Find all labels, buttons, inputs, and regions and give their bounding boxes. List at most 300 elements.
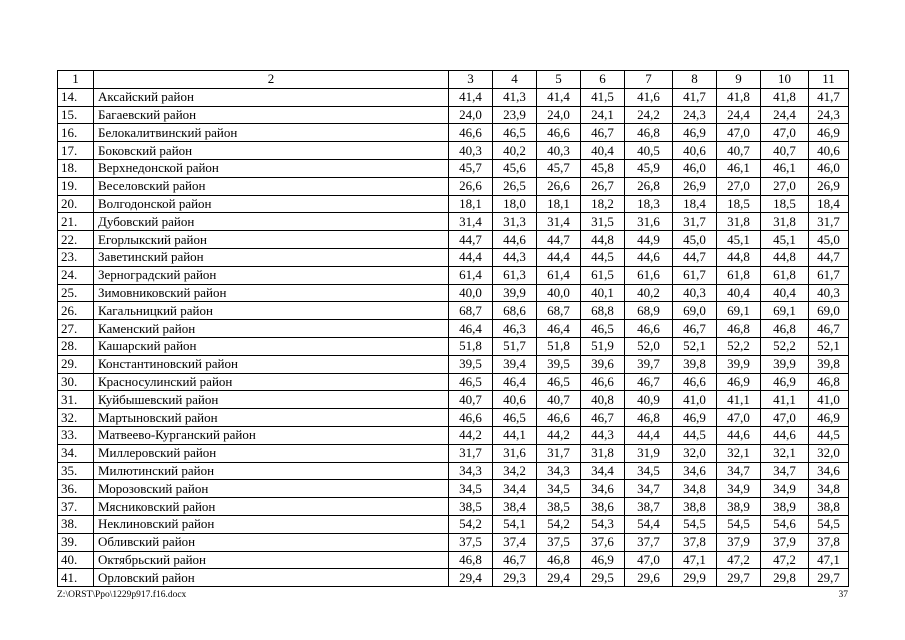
value-cell: 46,6 (673, 373, 717, 391)
value-cell: 29,8 (761, 569, 809, 587)
value-cell: 24,2 (625, 106, 673, 124)
value-cell: 46,8 (809, 373, 849, 391)
value-cell: 41,3 (493, 88, 537, 106)
value-cell: 40,3 (537, 142, 581, 160)
value-cell: 40,6 (673, 142, 717, 160)
value-cell: 18,4 (673, 195, 717, 213)
table-row (58, 142, 849, 160)
value-cell: 26,8 (625, 177, 673, 195)
value-cell: 38,5 (537, 498, 581, 516)
value-cell: 47,2 (717, 551, 761, 569)
value-cell: 29,4 (537, 569, 581, 587)
table-row (58, 444, 849, 462)
value-cell: 46,9 (673, 409, 717, 427)
value-cell: 26,6 (537, 177, 581, 195)
value-cell: 38,8 (673, 498, 717, 516)
value-cell: 46,0 (809, 159, 849, 177)
table-row (58, 159, 849, 177)
value-cell: 27,0 (717, 177, 761, 195)
table-row (58, 124, 849, 142)
row-number: 39. (58, 533, 94, 551)
value-cell: 24,3 (809, 106, 849, 124)
value-cell: 34,5 (449, 480, 493, 498)
value-cell: 54,1 (493, 515, 537, 533)
value-cell: 26,5 (493, 177, 537, 195)
value-cell: 40,2 (493, 142, 537, 160)
column-header: 3 (449, 71, 493, 89)
value-cell: 46,6 (449, 124, 493, 142)
table-row (58, 533, 849, 551)
value-cell: 46,6 (537, 409, 581, 427)
table-row (58, 426, 849, 444)
value-cell: 45,9 (625, 159, 673, 177)
value-cell: 34,5 (537, 480, 581, 498)
value-cell: 27,0 (761, 177, 809, 195)
value-cell: 46,7 (581, 124, 625, 142)
value-cell: 37,8 (809, 533, 849, 551)
value-cell: 37,7 (625, 533, 673, 551)
value-cell: 46,4 (449, 320, 493, 338)
value-cell: 46,9 (761, 373, 809, 391)
district-name: Белокалитвинский район (94, 124, 449, 142)
column-header: 5 (537, 71, 581, 89)
district-name: Октябрьский район (94, 551, 449, 569)
row-number: 31. (58, 391, 94, 409)
value-cell: 29,3 (493, 569, 537, 587)
value-cell: 45,8 (581, 159, 625, 177)
value-cell: 45,6 (493, 159, 537, 177)
row-number: 24. (58, 266, 94, 284)
table-row (58, 337, 849, 355)
value-cell: 26,9 (809, 177, 849, 195)
column-header: 11 (809, 71, 849, 89)
value-cell: 34,8 (809, 480, 849, 498)
row-number: 22. (58, 231, 94, 249)
column-header: 10 (761, 71, 809, 89)
value-cell: 34,3 (537, 462, 581, 480)
row-number: 26. (58, 302, 94, 320)
value-cell: 61,4 (537, 266, 581, 284)
value-cell: 51,8 (537, 337, 581, 355)
table-row (58, 266, 849, 284)
row-number: 40. (58, 551, 94, 569)
value-cell: 61,8 (761, 266, 809, 284)
table-row (58, 284, 849, 302)
value-cell: 29,7 (717, 569, 761, 587)
column-header: 6 (581, 71, 625, 89)
value-cell: 38,5 (449, 498, 493, 516)
value-cell: 18,1 (449, 195, 493, 213)
table-row (58, 515, 849, 533)
value-cell: 46,4 (537, 320, 581, 338)
value-cell: 44,8 (581, 231, 625, 249)
district-name: Орловский район (94, 569, 449, 587)
row-number: 30. (58, 373, 94, 391)
value-cell: 29,9 (673, 569, 717, 587)
value-cell: 39,9 (493, 284, 537, 302)
value-cell: 32,1 (761, 444, 809, 462)
value-cell: 34,9 (717, 480, 761, 498)
value-cell: 40,7 (717, 142, 761, 160)
value-cell: 40,3 (809, 284, 849, 302)
value-cell: 44,7 (809, 248, 849, 266)
value-cell: 34,4 (581, 462, 625, 480)
value-cell: 24,0 (449, 106, 493, 124)
value-cell: 44,7 (673, 248, 717, 266)
value-cell: 69,1 (761, 302, 809, 320)
value-cell: 32,0 (673, 444, 717, 462)
value-cell: 40,8 (581, 391, 625, 409)
value-cell: 46,8 (625, 409, 673, 427)
row-number: 32. (58, 409, 94, 427)
value-cell: 34,7 (625, 480, 673, 498)
value-cell: 37,9 (717, 533, 761, 551)
value-cell: 32,0 (809, 444, 849, 462)
district-name: Мартыновский район (94, 409, 449, 427)
value-cell: 44,4 (449, 248, 493, 266)
value-cell: 44,8 (761, 248, 809, 266)
value-cell: 31,3 (493, 213, 537, 231)
row-number: 16. (58, 124, 94, 142)
value-cell: 61,7 (809, 266, 849, 284)
row-number: 41. (58, 569, 94, 587)
table-row (58, 355, 849, 373)
value-cell: 44,5 (673, 426, 717, 444)
table-row (58, 177, 849, 195)
column-header: 4 (493, 71, 537, 89)
value-cell: 54,4 (625, 515, 673, 533)
value-cell: 46,7 (809, 320, 849, 338)
value-cell: 47,0 (717, 124, 761, 142)
footer-file-path: Z:\ORST\Ppo\1229p917.f16.docx (57, 590, 187, 600)
value-cell: 44,6 (761, 426, 809, 444)
value-cell: 46,6 (537, 124, 581, 142)
value-cell: 39,6 (581, 355, 625, 373)
value-cell: 40,7 (449, 391, 493, 409)
column-header: 2 (94, 71, 449, 89)
value-cell: 40,7 (537, 391, 581, 409)
value-cell: 34,4 (493, 480, 537, 498)
value-cell: 41,8 (717, 88, 761, 106)
value-cell: 31,7 (673, 213, 717, 231)
value-cell: 46,8 (537, 551, 581, 569)
value-cell: 47,0 (717, 409, 761, 427)
value-cell: 31,6 (625, 213, 673, 231)
value-cell: 34,3 (449, 462, 493, 480)
footer-page-number: 37 (838, 590, 848, 600)
value-cell: 44,6 (717, 426, 761, 444)
value-cell: 31,4 (449, 213, 493, 231)
value-cell: 18,5 (761, 195, 809, 213)
district-name: Боковский район (94, 142, 449, 160)
value-cell: 46,8 (625, 124, 673, 142)
value-cell: 61,3 (493, 266, 537, 284)
value-cell: 34,9 (761, 480, 809, 498)
value-cell: 54,2 (537, 515, 581, 533)
value-cell: 44,2 (449, 426, 493, 444)
value-cell: 40,2 (625, 284, 673, 302)
value-cell: 61,6 (625, 266, 673, 284)
value-cell: 68,7 (537, 302, 581, 320)
value-cell: 24,1 (581, 106, 625, 124)
district-name: Аксайский район (94, 88, 449, 106)
table-row (58, 569, 849, 587)
value-cell: 44,9 (625, 231, 673, 249)
value-cell: 26,6 (449, 177, 493, 195)
district-name: Морозовский район (94, 480, 449, 498)
value-cell: 40,4 (581, 142, 625, 160)
value-cell: 44,6 (625, 248, 673, 266)
value-cell: 23,9 (493, 106, 537, 124)
value-cell: 40,4 (761, 284, 809, 302)
value-cell: 31,8 (761, 213, 809, 231)
value-cell: 47,0 (625, 551, 673, 569)
row-number: 37. (58, 498, 94, 516)
value-cell: 41,7 (809, 88, 849, 106)
row-number: 17. (58, 142, 94, 160)
value-cell: 29,5 (581, 569, 625, 587)
value-cell: 46,7 (673, 320, 717, 338)
value-cell: 44,1 (493, 426, 537, 444)
value-cell: 38,6 (581, 498, 625, 516)
value-cell: 46,1 (761, 159, 809, 177)
district-name: Дубовский район (94, 213, 449, 231)
row-number: 20. (58, 195, 94, 213)
value-cell: 34,8 (673, 480, 717, 498)
district-name: Заветинский район (94, 248, 449, 266)
row-number: 18. (58, 159, 94, 177)
value-cell: 31,7 (537, 444, 581, 462)
value-cell: 46,5 (493, 124, 537, 142)
value-cell: 46,0 (673, 159, 717, 177)
value-cell: 34,6 (581, 480, 625, 498)
district-name: Обливский район (94, 533, 449, 551)
value-cell: 38,4 (493, 498, 537, 516)
table-row (58, 302, 849, 320)
table-row (58, 106, 849, 124)
row-number: 36. (58, 480, 94, 498)
value-cell: 46,9 (581, 551, 625, 569)
value-cell: 46,6 (449, 409, 493, 427)
value-cell: 44,4 (625, 426, 673, 444)
value-cell: 51,9 (581, 337, 625, 355)
value-cell: 54,6 (761, 515, 809, 533)
value-cell: 39,8 (673, 355, 717, 373)
value-cell: 18,3 (625, 195, 673, 213)
value-cell: 44,7 (537, 231, 581, 249)
value-cell: 38,9 (717, 498, 761, 516)
row-number: 15. (58, 106, 94, 124)
value-cell: 38,8 (809, 498, 849, 516)
value-cell: 31,6 (493, 444, 537, 462)
value-cell: 44,2 (537, 426, 581, 444)
value-cell: 44,3 (493, 248, 537, 266)
row-number: 34. (58, 444, 94, 462)
value-cell: 29,6 (625, 569, 673, 587)
value-cell: 39,5 (449, 355, 493, 373)
value-cell: 40,6 (493, 391, 537, 409)
value-cell: 40,4 (717, 284, 761, 302)
value-cell: 52,1 (673, 337, 717, 355)
value-cell: 31,8 (717, 213, 761, 231)
table-row (58, 391, 849, 409)
value-cell: 40,5 (625, 142, 673, 160)
value-cell: 34,6 (673, 462, 717, 480)
value-cell: 46,7 (493, 551, 537, 569)
value-cell: 61,7 (673, 266, 717, 284)
district-name: Багаевский район (94, 106, 449, 124)
row-number: 19. (58, 177, 94, 195)
district-name: Зерноградский район (94, 266, 449, 284)
value-cell: 26,7 (581, 177, 625, 195)
table-row (58, 195, 849, 213)
district-name: Верхнедонской район (94, 159, 449, 177)
value-cell: 44,3 (581, 426, 625, 444)
value-cell: 38,7 (625, 498, 673, 516)
district-name: Кагальницкий район (94, 302, 449, 320)
table-row (58, 248, 849, 266)
value-cell: 34,2 (493, 462, 537, 480)
value-cell: 69,1 (717, 302, 761, 320)
value-cell: 46,8 (761, 320, 809, 338)
district-name: Веселовский район (94, 177, 449, 195)
value-cell: 29,4 (449, 569, 493, 587)
value-cell: 46,6 (625, 320, 673, 338)
value-cell: 41,7 (673, 88, 717, 106)
value-cell: 39,7 (625, 355, 673, 373)
value-cell: 39,9 (761, 355, 809, 373)
district-name: Милютинский район (94, 462, 449, 480)
value-cell: 46,9 (809, 409, 849, 427)
table-row (58, 320, 849, 338)
row-number: 21. (58, 213, 94, 231)
district-name: Матвеево-Курганский район (94, 426, 449, 444)
value-cell: 61,8 (717, 266, 761, 284)
table-row (58, 551, 849, 569)
value-cell: 34,7 (761, 462, 809, 480)
table-row (58, 462, 849, 480)
value-cell: 46,6 (581, 373, 625, 391)
district-name: Кашарский район (94, 337, 449, 355)
value-cell: 68,8 (581, 302, 625, 320)
district-name: Неклиновский район (94, 515, 449, 533)
table-row (58, 498, 849, 516)
value-cell: 37,5 (537, 533, 581, 551)
value-cell: 46,4 (493, 373, 537, 391)
value-cell: 40,1 (581, 284, 625, 302)
value-cell: 44,4 (537, 248, 581, 266)
value-cell: 45,0 (809, 231, 849, 249)
row-number: 27. (58, 320, 94, 338)
value-cell: 31,8 (581, 444, 625, 462)
value-cell: 24,4 (761, 106, 809, 124)
value-cell: 46,1 (717, 159, 761, 177)
value-cell: 37,5 (449, 533, 493, 551)
value-cell: 29,7 (809, 569, 849, 587)
value-cell: 39,8 (809, 355, 849, 373)
value-cell: 37,4 (493, 533, 537, 551)
value-cell: 52,0 (625, 337, 673, 355)
value-cell: 46,9 (673, 124, 717, 142)
value-cell: 40,6 (809, 142, 849, 160)
value-cell: 46,9 (809, 124, 849, 142)
value-cell: 40,3 (449, 142, 493, 160)
data-table (57, 70, 849, 587)
value-cell: 46,3 (493, 320, 537, 338)
value-cell: 45,7 (449, 159, 493, 177)
value-cell: 41,6 (625, 88, 673, 106)
value-cell: 44,6 (493, 231, 537, 249)
value-cell: 47,0 (761, 409, 809, 427)
value-cell: 18,4 (809, 195, 849, 213)
value-cell: 46,5 (581, 320, 625, 338)
value-cell: 52,2 (717, 337, 761, 355)
value-cell: 68,7 (449, 302, 493, 320)
value-cell: 40,0 (537, 284, 581, 302)
value-cell: 47,1 (673, 551, 717, 569)
value-cell: 39,5 (537, 355, 581, 373)
value-cell: 18,0 (493, 195, 537, 213)
table-row (58, 231, 849, 249)
value-cell: 41,8 (761, 88, 809, 106)
value-cell: 46,5 (449, 373, 493, 391)
value-cell: 44,8 (717, 248, 761, 266)
district-name: Мясниковский район (94, 498, 449, 516)
value-cell: 18,1 (537, 195, 581, 213)
value-cell: 37,9 (761, 533, 809, 551)
value-cell: 31,5 (581, 213, 625, 231)
value-cell: 37,6 (581, 533, 625, 551)
value-cell: 68,6 (493, 302, 537, 320)
table-row (58, 373, 849, 391)
value-cell: 41,0 (809, 391, 849, 409)
value-cell: 44,7 (449, 231, 493, 249)
value-cell: 47,0 (761, 124, 809, 142)
value-cell: 68,9 (625, 302, 673, 320)
table-row (58, 88, 849, 106)
table-row (58, 409, 849, 427)
table-header-row (58, 71, 849, 89)
value-cell: 18,5 (717, 195, 761, 213)
row-number: 14. (58, 88, 94, 106)
value-cell: 44,5 (809, 426, 849, 444)
value-cell: 51,8 (449, 337, 493, 355)
value-cell: 34,5 (625, 462, 673, 480)
value-cell: 41,0 (673, 391, 717, 409)
value-cell: 54,3 (581, 515, 625, 533)
table-row (58, 213, 849, 231)
value-cell: 31,9 (625, 444, 673, 462)
district-name: Миллеровский район (94, 444, 449, 462)
value-cell: 46,8 (717, 320, 761, 338)
value-cell: 41,1 (717, 391, 761, 409)
value-cell: 40,7 (761, 142, 809, 160)
value-cell: 45,1 (761, 231, 809, 249)
value-cell: 52,1 (809, 337, 849, 355)
value-cell: 54,5 (673, 515, 717, 533)
row-number: 25. (58, 284, 94, 302)
value-cell: 31,7 (809, 213, 849, 231)
table-body (58, 71, 849, 587)
table-row (58, 480, 849, 498)
value-cell: 41,5 (581, 88, 625, 106)
value-cell: 45,0 (673, 231, 717, 249)
row-number: 35. (58, 462, 94, 480)
value-cell: 41,1 (761, 391, 809, 409)
value-cell: 39,4 (493, 355, 537, 373)
value-cell: 45,7 (537, 159, 581, 177)
district-name: Волгодонской район (94, 195, 449, 213)
